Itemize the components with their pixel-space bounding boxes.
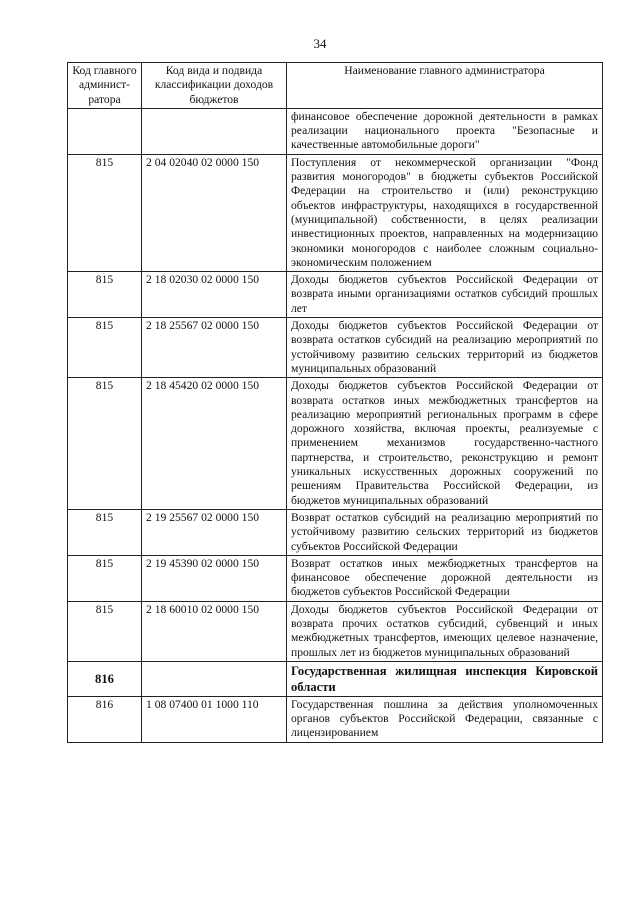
administrator-section-row (68, 661, 603, 696)
admin-code-cell: 815 (68, 601, 142, 661)
admin-code-cell: 815 (68, 555, 142, 601)
income-code-cell: 2 18 02030 02 0000 150 (142, 272, 287, 318)
income-code-cell: 2 19 25567 02 0000 150 (142, 509, 287, 555)
income-name-cell: финансовое обеспечение дорожной деятельности в рамках реализации национального проекта "Безопасные и качественные автомобильные дороги" (287, 108, 603, 154)
header-admin-name: Наименование главного администратора (287, 63, 603, 109)
income-code-cell: 2 18 60010 02 0000 150 (142, 601, 287, 661)
income-classification-table (67, 62, 603, 743)
table-row (68, 601, 603, 661)
income-code-cell (142, 108, 287, 154)
income-name-cell: Доходы бюджетов субъектов Российской Федерации от возврата остатков субсидий на реализацию мероприятий по устойчивому развитию сельских территорий из бюджетов муниципальных образований (287, 318, 603, 378)
section-admin-name: Государственная жилищная инспекция Кировской области (287, 661, 603, 696)
admin-code-cell: 815 (68, 154, 142, 271)
header-admin-code: Код главного админист-ратора (68, 63, 142, 109)
table-row (68, 272, 603, 318)
income-code-cell: 2 18 45420 02 0000 150 (142, 378, 287, 510)
table-row (68, 154, 603, 271)
section-empty-cell (142, 661, 287, 696)
admin-code-cell: 815 (68, 378, 142, 510)
table-row (68, 378, 603, 510)
table-row (68, 696, 603, 742)
income-code-cell: 1 08 07400 01 1000 110 (142, 696, 287, 742)
admin-code-cell (68, 108, 142, 154)
income-name-cell: Доходы бюджетов субъектов Российской Федерации от возврата иными организациями остатков субсидий прошлых лет (287, 272, 603, 318)
admin-code-cell: 815 (68, 318, 142, 378)
admin-code-cell: 816 (68, 696, 142, 742)
income-name-cell: Возврат остатков субсидий на реализацию мероприятий по устойчивому развитию сельских территорий из бюджетов субъектов Российской Федерации (287, 509, 603, 555)
income-code-cell: 2 19 45390 02 0000 150 (142, 555, 287, 601)
income-code-cell: 2 04 02040 02 0000 150 (142, 154, 287, 271)
table-row (68, 509, 603, 555)
income-name-cell: Поступления от некоммерческой организации "Фонд развития моногородов" в бюджеты субъектов Российской Федерации на строительство и (или) реконструкцию объектов инфраструктуры, находящихся в государственной (муниципальной) собственности, в целях реализации инвестиционных проектов, направленных на модернизацию экономики моногородов с наиболее сложным социально-экономическим положением (287, 154, 603, 271)
income-name-cell: Доходы бюджетов субъектов Российской Федерации от возврата остатков иных межбюджетных трансфертов на реализацию мероприятий региональных программ в сфере дорожного хозяйства, включая проекты, реализуемые с применением механизмов государственно-частного партнерства, и строительство, реконструкцию и ремонт уникальных искусственных дорожных сооружений по решениям Правительства Российской Федерации, из бюджетов муниципальных образований (287, 378, 603, 510)
income-code-cell: 2 18 25567 02 0000 150 (142, 318, 287, 378)
table-header-row (68, 63, 603, 109)
table-row (68, 555, 603, 601)
income-name-cell: Доходы бюджетов субъектов Российской Федерации от возврата прочих остатков субсидий, субвенций и иных межбюджетных трансфертов, имеющих целевое назначение, прошлых лет из бюджетов муниципальных образований (287, 601, 603, 661)
admin-code-cell: 815 (68, 509, 142, 555)
income-name-cell: Государственная пошлина за действия уполномоченных органов субъектов Российской Федерации, связанные с лицензированием (287, 696, 603, 742)
table-row (68, 318, 603, 378)
income-name-cell: Возврат остатков иных межбюджетных трансфертов на финансовое обеспечение дорожной деятельности из бюджетов субъектов Российской Федерации (287, 555, 603, 601)
table-row (68, 108, 603, 154)
header-income-code: Код вида и подвида классификации доходов бюджетов (142, 63, 287, 109)
section-admin-code: 816 (68, 661, 142, 696)
admin-code-cell: 815 (68, 272, 142, 318)
page-number: 34 (313, 36, 327, 51)
